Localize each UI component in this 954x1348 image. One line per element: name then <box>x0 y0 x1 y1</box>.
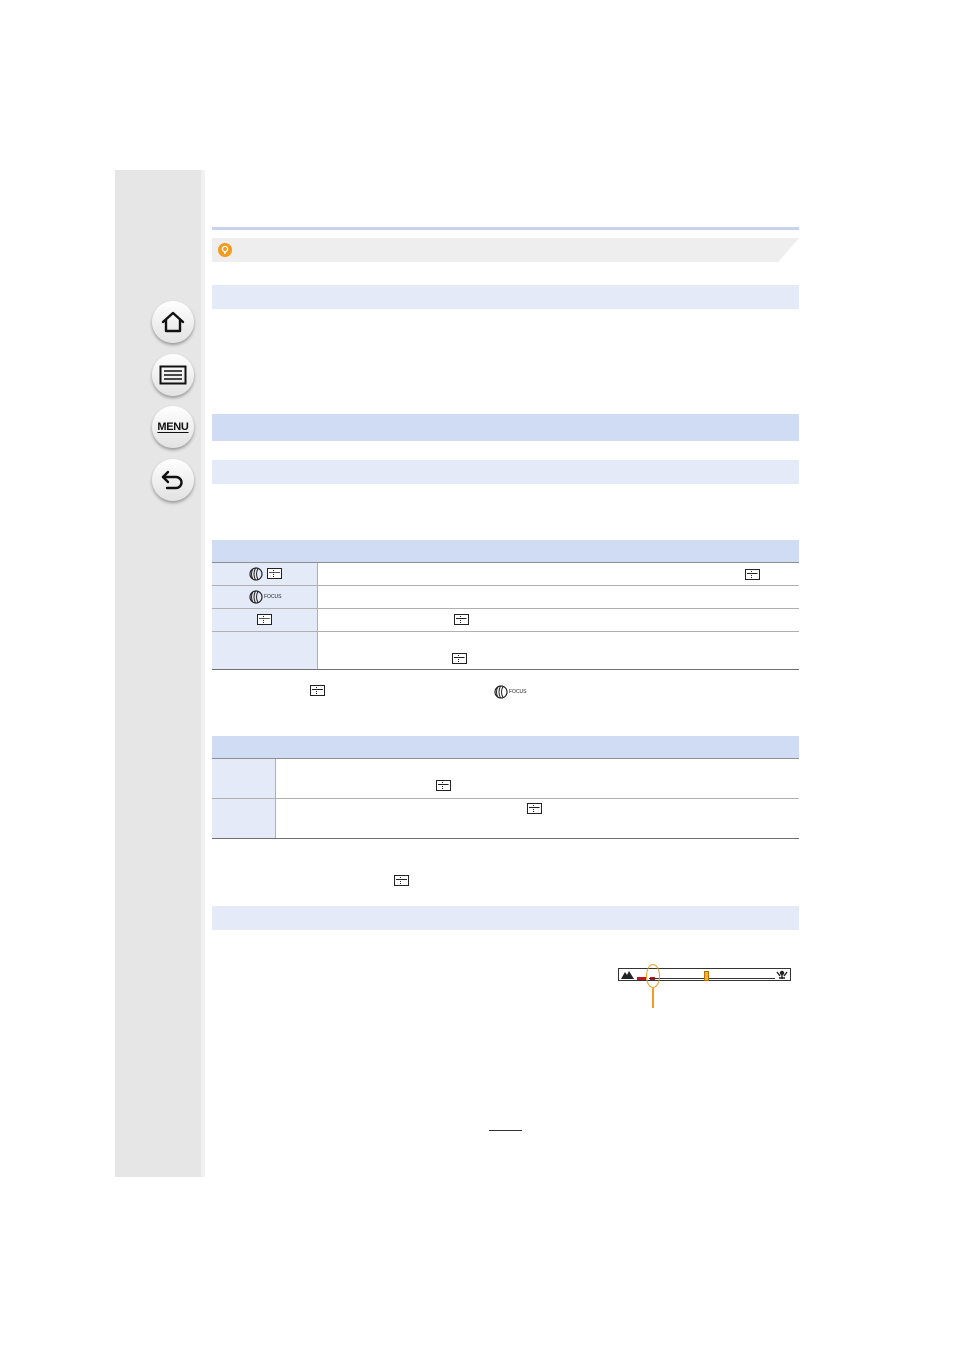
contents-button[interactable] <box>152 354 194 396</box>
table-body-cell <box>275 759 799 799</box>
section-heading-band <box>212 414 799 441</box>
table-body-cell <box>317 632 799 670</box>
af-area-icon <box>310 685 325 696</box>
sidebar-edge <box>201 170 205 1177</box>
focus-setting-table <box>212 736 799 839</box>
table-row <box>212 563 799 586</box>
lightbulb-icon <box>218 243 232 257</box>
table-body-cell <box>317 609 799 632</box>
menu-label: MENU <box>157 421 189 433</box>
af-area-icon <box>452 653 467 664</box>
focus-ring-note <box>492 683 527 701</box>
table-row <box>212 632 799 670</box>
table-header-row <box>212 540 799 563</box>
header-rule <box>212 227 799 230</box>
table-body-cell <box>275 799 799 839</box>
table-row <box>212 586 799 609</box>
af-area-icon <box>454 614 469 625</box>
focus-distance-bar <box>618 968 791 981</box>
contents-list-icon <box>159 365 187 385</box>
af-area-icon <box>267 568 282 579</box>
af-area-icon <box>394 875 409 886</box>
table-row <box>212 799 799 839</box>
table-icon-cell <box>212 586 317 609</box>
section-band-1 <box>212 285 799 309</box>
af-area-icon <box>527 803 542 814</box>
table-icon-cell <box>212 609 317 632</box>
focus-ring-icon <box>247 590 263 604</box>
table-icon-cell <box>212 563 317 586</box>
table-row <box>212 759 799 799</box>
back-icon <box>160 468 186 492</box>
table-icon-cell <box>212 632 317 670</box>
af-area-icon <box>745 569 760 580</box>
flower-icon <box>776 970 788 979</box>
focus-ring-icon <box>492 685 508 699</box>
focus-range-marker <box>637 977 646 980</box>
focus-position-marker <box>704 971 709 981</box>
focus-label: FOCUS <box>264 593 282 600</box>
af-area-icon <box>436 780 451 791</box>
page-number <box>489 1114 522 1131</box>
focus-scale-track <box>649 978 775 979</box>
focus-callout-circle <box>646 964 660 988</box>
table-header-row <box>212 736 799 759</box>
menu-button[interactable] <box>152 406 194 448</box>
af-area-icon <box>257 614 272 625</box>
mountain-icon <box>621 970 634 979</box>
section-band-2 <box>212 460 799 484</box>
focus-ring-icon <box>247 567 263 581</box>
home-icon <box>160 310 186 334</box>
home-button[interactable] <box>152 301 194 343</box>
table-body-cell <box>317 586 799 609</box>
back-button[interactable] <box>152 459 194 501</box>
focus-label: FOCUS <box>509 688 527 695</box>
focus-operation-table <box>212 540 799 670</box>
table-label-cell <box>212 759 275 799</box>
tip-banner <box>212 238 799 262</box>
section-band-3 <box>212 906 799 930</box>
table-body-cell <box>317 563 799 586</box>
callout-leader-line <box>652 988 654 1008</box>
table-row <box>212 609 799 632</box>
table-label-cell <box>212 799 275 839</box>
